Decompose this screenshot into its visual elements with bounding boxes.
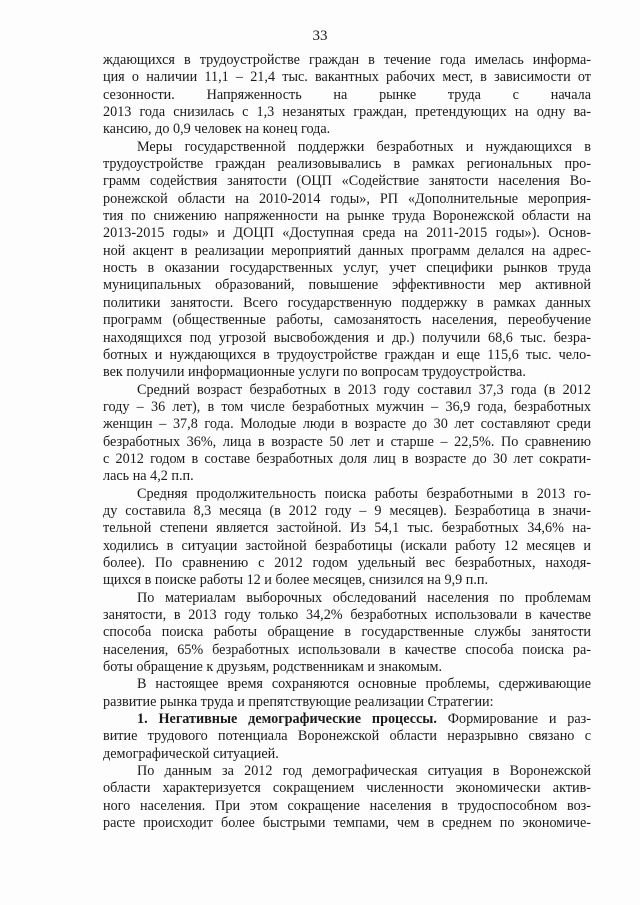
paragraph [103,763,591,832]
text-line: тия по снижению напряженности на рынке труда Воронежской области на [103,208,591,225]
text-line: безработных 36%, лица в возрасте 50 лет и старше – 22,5%. По сравнению [103,433,591,450]
text-line: ботных и нуждающихся в трудоустройстве граждан и еще 115,6 тыс. чело- [103,346,591,363]
text-line: боты обращение к друзьям, родственникам и знакомым. [103,659,443,676]
text-line: способа поиска работы обращение в государственные службы занятости [103,624,591,641]
paragraph [103,676,591,711]
text-line: В настоящее время сохраняются основные проблемы, сдерживающие [137,676,591,693]
text-line: Меры государственной поддержки безработных и нуждающихся в [137,138,591,155]
body-text [103,52,591,832]
section-heading: 1. Негативные демографические процессы. [137,711,437,728]
paragraph [103,486,591,590]
text-line: с 2012 годом в составе безработных доля лиц в возрасте до 30 лет сократи- [103,450,591,467]
text-line: году – 36 лет), в том числе безработных мужчин – 36,9 года, безработных [103,398,591,415]
text-line: области характеризуется сокращением численности экономически актив- [103,780,591,797]
text-line: 2013 года снизилась с 1,3 незанятых граждан, претендующих на одну ва- [103,104,591,121]
text-line: ду составила 8,3 месяца (в 2012 году – 9 месяцев). Безработица в значи- [103,502,591,519]
text-line: ция о наличии 11,1 – 21,4 тыс. вакантных рабочих мест, в зависимости от [103,69,591,86]
text-line: ходились в ситуации застойной безработицы (искали работу 12 месяцев и [103,537,591,554]
text-line: демографической ситуацией. [103,745,279,762]
text-line: развитие рынка труда и препятствующие реализации Стратегии: [103,693,494,710]
text-line: сезонности. Напряженность на рынке труда с начала [103,86,591,103]
text-line: век получили информационные услуги по вопросам трудоустройства. [103,364,526,381]
text-line: населения, 65% безработных использовали в качестве способа поиска ра- [103,641,591,658]
paragraph [103,711,591,763]
text-line: По материалам выборочных обследований населения по проблемам [137,589,591,606]
text-line: ного населения. При этом сокращение населения в трудоспособном воз- [103,797,591,814]
text-line: программ (общественные работы, самозанятость населения, переобучение [103,312,591,329]
text-line: более). По сравнению с 2012 годом удельный вес безработных, находя- [103,554,591,571]
text-line: кансию, до 0,9 человек на конец года. [103,121,331,138]
text-line: щихся в поиске работы 12 и более месяцев, снизился на 9,9 п.п. [103,572,489,589]
text-line: трудоустройстве граждан реализовывались в рамках региональных про- [103,156,591,173]
text-line: грамм содействия занятости (ОЦП «Содействие занятости населения Во- [103,173,591,190]
text-line: витие трудового потенциала Воронежской области неразрывно связано с [103,728,591,745]
text-line: ждающихся в трудоустройстве граждан в течение года имелась информа- [103,52,591,68]
paragraph [103,139,591,382]
paragraph [103,382,591,486]
paragraph [103,52,591,139]
text-line: политики занятости. Всего государственную поддержку в рамках данных [103,294,591,311]
text-line [103,711,591,728]
text-line: расте происходит более быстрыми темпами, чем в среднем по экономиче- [103,815,591,832]
text-line: Средний возраст безработных в 2013 году составил 37,3 года (в 2012 [137,381,591,398]
text-line: занятости, в 2013 году только 34,2% безработных использовали в качестве [103,607,591,623]
text-line: женщин – 37,8 года. Молодые люди в возрасте до 30 лет составляют среди [103,416,591,433]
text-line: тельной степени является застойной. Из 54,1 тыс. безработных 34,6% на- [103,520,591,537]
text-line: ность в оказании государственных услуг, учет специфики рынков труда [103,260,591,277]
text-line: ной акцент в реализации мероприятий данных программ делался на адрес- [103,242,591,259]
text-line: лась на 4,2 п.п. [103,468,194,485]
text-line: ронежской области на 2010-2014 годы», РП «Дополнительные мероприя- [103,190,591,207]
text-line: муниципальных образований, повышение эффективности мер активной [103,277,591,294]
paragraph [103,590,591,677]
text-line: 2013-2015 годы» и ДОЦП «Доступная среда на 2011-2015 годы»). Основ- [103,225,591,242]
text-line: находящихся под угрозой высвобождения и др.) получили 68,6 тыс. безра- [103,329,591,346]
text-line: По данным за 2012 год демографическая ситуация в Воронежской [137,763,591,780]
text-run: Формирование и раз- [436,711,591,728]
page-number: 33 [312,28,328,44]
text-line: Средняя продолжительность поиска работы безработными в 2013 го- [137,485,591,502]
